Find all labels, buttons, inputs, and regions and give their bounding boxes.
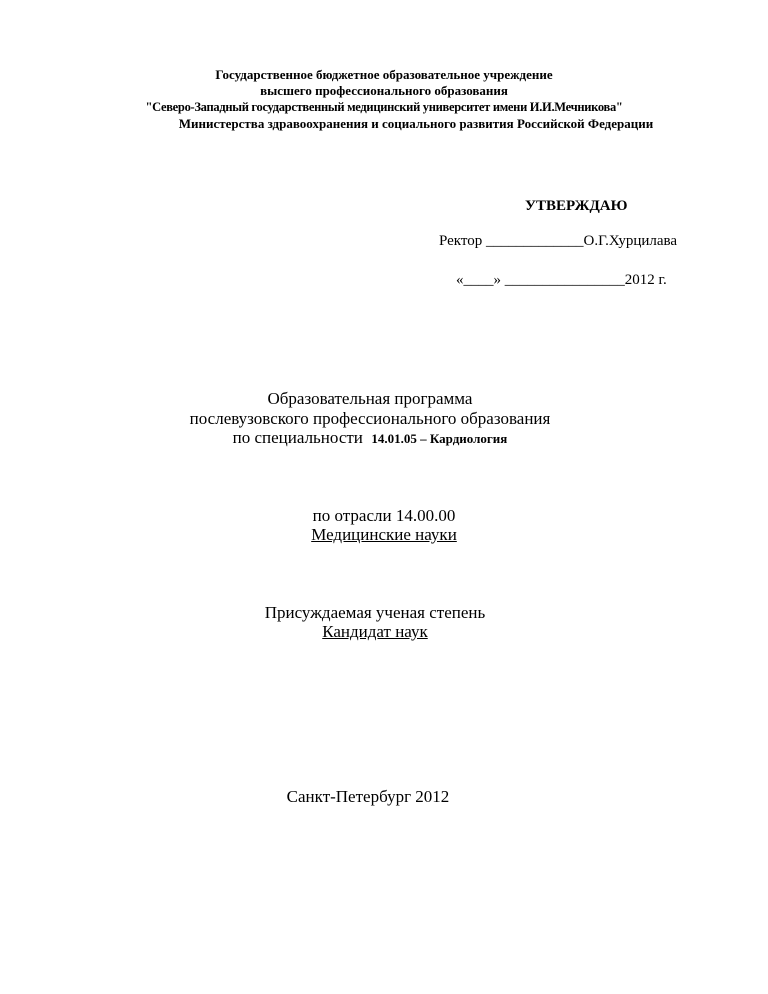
program-title-line-1: Образовательная программа [267,389,473,408]
program-title-line-2: послевузовского профессионального образования [189,409,551,428]
header-line-3: "Северо-Западный государственный медицинский университет имени И.И.Мечникова" [145,100,623,114]
degree-name: Кандидат наук [322,622,428,641]
header-line-1: Государственное бюджетное образовательное учреждение [215,67,553,82]
date-month-blank: ________________ [504,272,625,288]
date-year: 2012 г. [624,272,667,288]
rector-label: Ректор [439,233,483,249]
header-line-2: высшего профессионального образования [260,83,508,98]
rector-line [439,233,739,250]
rector-signature-blank: _____________ [486,233,584,249]
rector-name: О.Г.Хурцилава [583,233,678,249]
date-close-quote: » [493,272,501,288]
header-line-4: Министерства здравоохранения и социального развития Российской Федерации [178,116,654,131]
program-title-line-3 [0,428,754,449]
approval-date-line [456,272,756,289]
specialty-code: 14.01.05 – Кардиология [371,431,508,446]
degree-name-row [0,622,759,642]
date-day-blank: ____ [463,272,494,288]
branch-name-row [0,525,768,545]
branch-label: по отрасли 14.00.00 [312,506,456,525]
approval-title: УТВЕРЖДАЮ [525,198,628,214]
date-open-quote: « [456,272,464,288]
city-year: Санкт-Петербург 2012 [286,787,450,806]
specialty-prefix: по специальности [232,428,363,447]
degree-label: Присуждаемая ученая степень [264,603,486,622]
branch-name: Медицинские науки [311,525,457,544]
